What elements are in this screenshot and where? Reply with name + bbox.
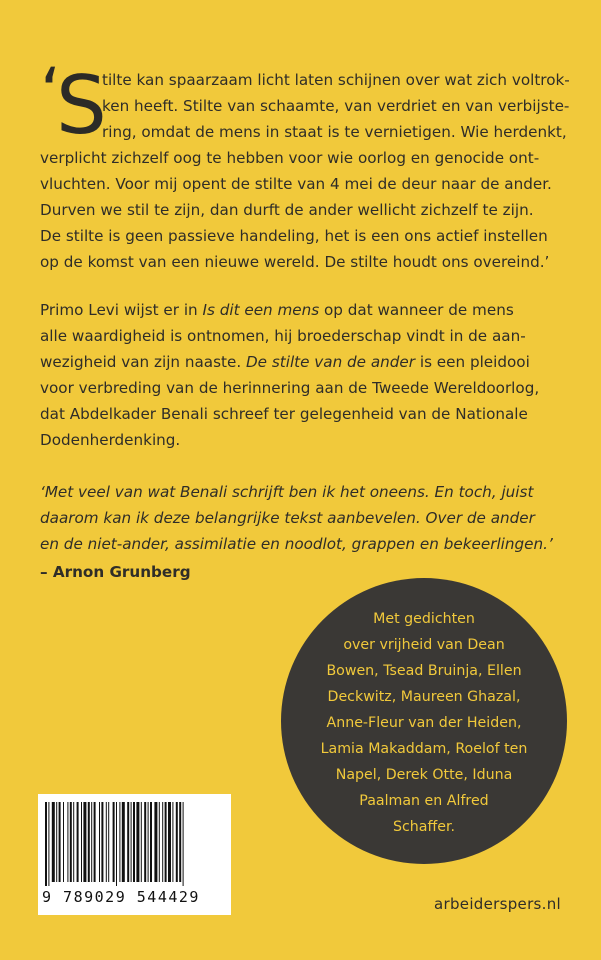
circle-line: Schaffer.	[392, 819, 456, 835]
book-title-italic: Is dit een mens	[202, 301, 320, 319]
praise-line: en de niet-ander, assimilatie en noodlot, grappen en bekeerlingen.’	[40, 535, 553, 553]
barcode-bar	[183, 802, 184, 886]
barcode-bar	[168, 802, 171, 882]
quote-line: Durven we stil te zijn, dan durft de ander wellicht zichzelf te zijn.	[40, 201, 534, 219]
barcode-bar	[59, 802, 61, 882]
barcode-bar	[106, 802, 107, 882]
description-line: voor verbreding van de herinnering aan de Tweede Wereldoorlog,	[40, 379, 540, 397]
barcode-bar	[116, 802, 117, 886]
circle-line: Lamia Makaddam, Roelof ten	[320, 741, 528, 757]
book-title-italic: De stilte van de ander	[245, 353, 416, 371]
barcode-bar	[150, 802, 152, 882]
quote-line: ring, omdat de mens in staat is te vernietigen. Wie herdenkt,	[102, 123, 567, 141]
barcode	[38, 794, 231, 915]
quote-line: De stilte is geen passieve handeling, het is een ons actief instellen	[40, 227, 548, 245]
description-line: Primo Levi wijst er in Is dit een mens op dat wanneer de mens	[40, 301, 514, 319]
quote-line: tilte kan spaarzaam licht laten schijnen over wat zich voltrok-	[102, 71, 570, 89]
barcode-bar	[77, 802, 79, 882]
barcode-bars	[45, 802, 224, 886]
barcode-bar	[133, 802, 135, 882]
barcode-bar	[70, 802, 72, 882]
praise-attribution: – Arnon Grunberg	[40, 563, 191, 581]
barcode-bar	[73, 802, 74, 882]
barcode-bar	[94, 802, 96, 882]
opening-quote-mark: ‘	[40, 54, 61, 131]
circle-line: Napel, Derek Otte, Iduna	[335, 767, 513, 783]
quote-line: vluchten. Voor mij opent de stilte van 4 mei de deur naar de ander.	[40, 175, 552, 193]
barcode-bar	[122, 802, 125, 882]
circle-line: Anne-Fleur van der Heiden,	[326, 715, 522, 731]
barcode-bar	[83, 802, 86, 882]
barcode-bar	[101, 802, 103, 882]
barcode-bar	[141, 802, 142, 882]
barcode-bar	[63, 802, 64, 882]
barcode-bar	[119, 802, 120, 882]
quote-line: op de komst van een nieuwe wereld. De stilte houdt ons overeind.’	[40, 253, 550, 271]
barcode-bar	[136, 802, 139, 882]
barcode-bar	[108, 802, 109, 882]
barcode-bar	[172, 802, 173, 882]
poets-circle	[281, 578, 567, 864]
barcode-bar	[99, 802, 100, 882]
barcode-bar	[148, 802, 149, 882]
circle-line: Paalman en Alfred	[359, 793, 489, 809]
barcode-bar	[144, 802, 146, 882]
publisher-website: arbeiderspers.nl	[434, 895, 561, 913]
barcode-bar	[159, 802, 160, 882]
barcode-bar	[131, 802, 132, 882]
praise-line: daarom kan ik deze belangrijke tekst aanbevelen. Over de ander	[40, 509, 535, 527]
isbn-number: 9 789029 544429	[42, 888, 200, 906]
barcode-bar	[67, 802, 68, 882]
barcode-bar	[154, 802, 157, 882]
barcode-bar	[113, 802, 115, 882]
barcode-bar	[165, 802, 167, 882]
circle-line: over vrijheid van Dean	[343, 637, 505, 653]
circle-line: Deckwitz, Maureen Ghazal,	[327, 689, 521, 705]
barcode-bar	[88, 802, 90, 882]
description-line: wezigheid van zijn naaste. De stilte van de ander is een pleidooi	[40, 353, 530, 371]
dropcap-letter: S	[56, 59, 107, 152]
quote-line: ken heeft. Stilte van schaamte, van verdriet en van verbijste-	[102, 97, 570, 115]
barcode-bar	[162, 802, 163, 882]
barcode-bar	[45, 802, 47, 886]
quote-line: verplicht zichzelf oog te hebben voor wie oorlog en genocide ont-	[40, 149, 540, 167]
circle-line: Met gedichten	[373, 611, 475, 627]
barcode-bar	[48, 802, 49, 886]
barcode-bar	[81, 802, 82, 882]
description-line: alle waardigheid is ontnomen, hij broederschap vindt in de aan-	[40, 327, 526, 345]
description-line: Dodenherdenking.	[40, 431, 181, 449]
description-line: dat Abdelkader Benali schreef ter gelegenheid van de Nationale	[40, 405, 528, 423]
barcode-bar	[56, 802, 57, 882]
barcode-bar	[127, 802, 129, 882]
barcode-bar	[176, 802, 178, 882]
circle-line: Bowen, Tsead Bruinja, Ellen	[326, 663, 522, 679]
barcode-bar	[52, 802, 55, 882]
barcode-bar	[91, 802, 92, 882]
barcode-bar	[179, 802, 181, 882]
praise-line: ‘Met veel van wat Benali schrijft ben ik het oneens. En toch, juist	[40, 483, 534, 501]
